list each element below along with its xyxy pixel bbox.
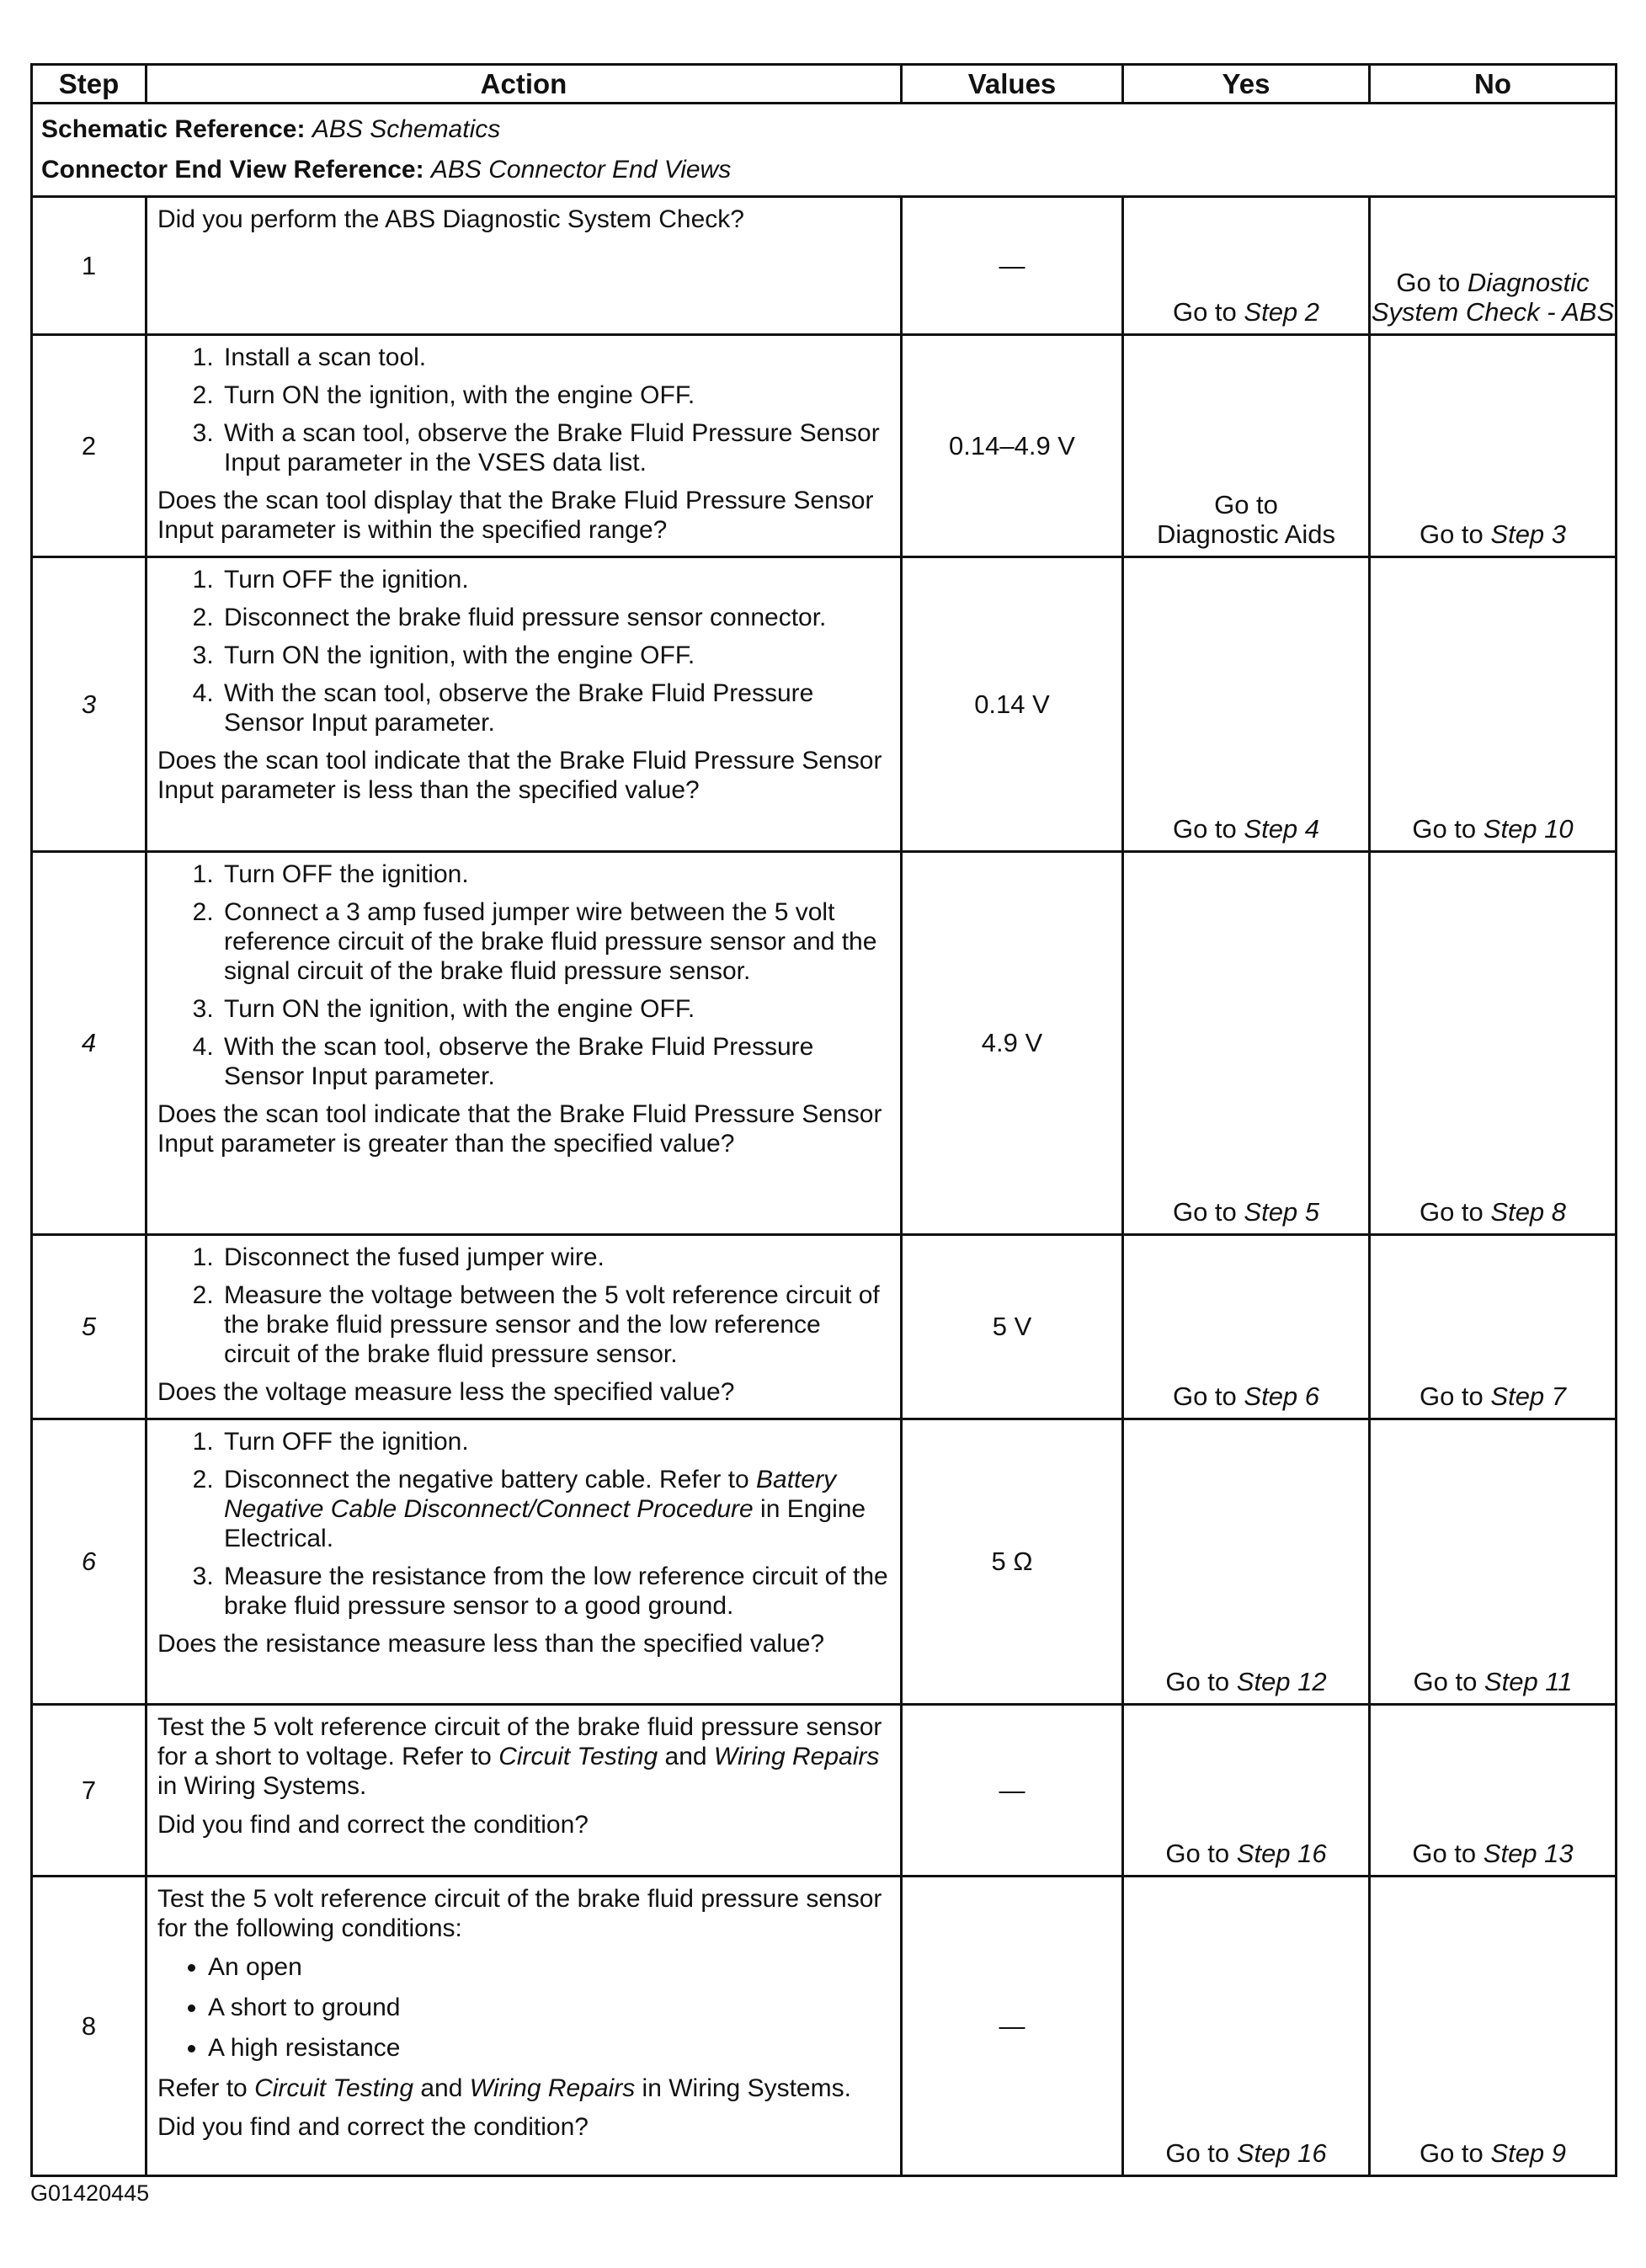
- action-cell: [146, 1705, 902, 1877]
- step-number: 3: [32, 557, 146, 852]
- connector-reference-link[interactable]: ABS Connector End Views: [430, 156, 732, 184]
- step-number: 1: [32, 197, 146, 335]
- no-prefix: Go to: [1396, 268, 1468, 297]
- action-item: 4. With the scan tool, observe the Brake Fluid Pressure Sensor Input parameter.: [221, 679, 890, 737]
- action-item: 2. Disconnect the brake fluid pressure sensor connector.: [221, 603, 890, 632]
- no-prefix: Go to: [1419, 1197, 1491, 1227]
- circuit-testing-link[interactable]: Circuit Testing: [254, 2074, 414, 2102]
- action-question: Did you find and correct the condition?: [157, 1811, 589, 1839]
- no-target-link[interactable]: Step 8: [1490, 1197, 1567, 1227]
- action-item: 3. Turn ON the ignition, with the engine OFF.: [221, 994, 890, 1024]
- table-row-step-5: [32, 1235, 1617, 1419]
- yes-target-link[interactable]: Step 2: [1244, 297, 1320, 327]
- no-prefix: Go to: [1419, 1382, 1491, 1411]
- schematic-reference-link[interactable]: ABS Schematics: [312, 115, 501, 143]
- no-cell[interactable]: [1370, 1419, 1617, 1705]
- yes-prefix: Go to: [1172, 1197, 1244, 1227]
- action-item-text: Disconnect the negative battery cable. Refer to: [224, 1466, 757, 1493]
- action-question: Does the resistance measure less than the specified value?: [157, 1630, 825, 1658]
- no-target-link[interactable]: Diagnostic System Check - ABS: [1371, 268, 1615, 327]
- no-cell[interactable]: [1370, 197, 1617, 335]
- action-text-part: in Wiring Systems.: [157, 1772, 367, 1800]
- no-prefix: Go to: [1412, 814, 1484, 844]
- no-target-link[interactable]: Step 3: [1490, 519, 1567, 549]
- yes-target-link[interactable]: Step 4: [1244, 814, 1320, 844]
- yes-cell[interactable]: [1123, 1419, 1370, 1705]
- table-row-step-4: [32, 852, 1617, 1235]
- yes-target-link[interactable]: Step 16: [1236, 1839, 1327, 1868]
- value-cell: —: [902, 1877, 1123, 2176]
- yes-target-link[interactable]: Step 6: [1244, 1382, 1320, 1411]
- table-row-step-6: [32, 1419, 1617, 1705]
- action-steps: [157, 565, 890, 737]
- action-cell: [146, 1235, 902, 1419]
- value-cell: —: [902, 197, 1123, 335]
- connector-reference: [41, 150, 1606, 190]
- action-item: 1. Turn OFF the ignition.: [221, 860, 890, 889]
- yes-prefix: Go to: [1165, 1667, 1237, 1696]
- yes-cell[interactable]: [1123, 1877, 1370, 2176]
- value-cell: 0.14–4.9 V: [902, 335, 1123, 557]
- circuit-testing-link[interactable]: Circuit Testing: [498, 1743, 658, 1770]
- action-steps: [157, 860, 890, 1091]
- action-cell: [146, 197, 902, 335]
- action-text: Test the 5 volt reference circuit of the brake fluid pressure sensor for the following conditions:: [157, 1885, 882, 1942]
- step-number: 8: [32, 1877, 146, 2176]
- yes-prefix: Go to: [1165, 1839, 1237, 1868]
- yes-prefix: Go to: [1172, 297, 1244, 327]
- action-item: 1. Install a scan tool.: [221, 343, 890, 372]
- action-text: [157, 1712, 890, 1801]
- yes-target-link[interactable]: Step 12: [1236, 1667, 1327, 1696]
- list-item: • An open: [208, 1952, 890, 1982]
- yes-cell[interactable]: [1123, 335, 1370, 557]
- action-text-part: and: [413, 2074, 470, 2102]
- action-item-text: in Engine Electrical.: [224, 1495, 866, 1552]
- no-target-link[interactable]: Step 9: [1490, 2138, 1567, 2168]
- no-target-link[interactable]: Step 7: [1490, 1382, 1567, 1411]
- action-text-part: Refer to: [157, 2074, 255, 2102]
- action-item: 3. With a scan tool, observe the Brake Fluid Pressure Sensor Input parameter in the VSES data list.: [221, 418, 890, 477]
- action-item: 1. Disconnect the fused jumper wire.: [221, 1243, 890, 1272]
- yes-cell[interactable]: [1123, 1235, 1370, 1419]
- no-target-link[interactable]: Step 13: [1483, 1839, 1574, 1868]
- action-item: 2. Connect a 3 amp fused jumper wire between the 5 volt reference circuit of the brake fluid pressure sensor and the signal circuit of the brake fluid pressure sensor.: [221, 897, 890, 986]
- figure-code: G01420445: [30, 2180, 150, 2206]
- value-cell: 4.9 V: [902, 852, 1123, 1235]
- value-cell: 0.14 V: [902, 557, 1123, 852]
- connector-reference-label: Connector End View Reference:: [41, 156, 424, 184]
- action-question: Does the scan tool indicate that the Brake Fluid Pressure Sensor Input parameter is less than the specified value?: [157, 747, 882, 804]
- header-row: [32, 65, 1617, 104]
- action-cell: [146, 1419, 902, 1705]
- action-item: 4. With the scan tool, observe the Brake Fluid Pressure Sensor Input parameter.: [221, 1032, 890, 1091]
- no-prefix: Go to: [1419, 519, 1491, 549]
- no-prefix: Go to: [1412, 1839, 1484, 1868]
- wiring-repairs-link[interactable]: Wiring Repairs: [713, 1743, 880, 1770]
- action-item: 2. Turn ON the ignition, with the engine OFF.: [221, 381, 890, 410]
- reference-cell: [32, 104, 1617, 197]
- step-number: 4: [32, 852, 146, 1235]
- no-cell[interactable]: [1370, 557, 1617, 852]
- yes-prefix: Go to: [1172, 814, 1244, 844]
- action-steps: [157, 343, 890, 477]
- yes-target-link[interactable]: Diagnostic Aids: [1157, 519, 1335, 549]
- step-number: 5: [32, 1235, 146, 1419]
- action-question: Does the scan tool indicate that the Brake Fluid Pressure Sensor Input parameter is greater than the specified value?: [157, 1100, 882, 1158]
- action-steps: [157, 1427, 890, 1621]
- yes-cell[interactable]: [1123, 1705, 1370, 1877]
- list-item: • A high resistance: [208, 2033, 890, 2063]
- step-number: 7: [32, 1705, 146, 1877]
- action-item: 1. Turn OFF the ignition.: [221, 1427, 890, 1456]
- yes-prefix: Go to: [1214, 490, 1278, 519]
- yes-cell[interactable]: [1123, 557, 1370, 852]
- step-number: 2: [32, 335, 146, 557]
- header-yes: Yes: [1123, 65, 1370, 104]
- table-row-step-7: [32, 1705, 1617, 1877]
- yes-target-link[interactable]: Step 16: [1236, 2138, 1327, 2168]
- value-cell: —: [902, 1705, 1123, 1877]
- action-cell: [146, 1877, 902, 2176]
- table-row-step-8: [32, 1877, 1617, 2176]
- action-item: 3. Turn ON the ignition, with the engine OFF.: [221, 641, 890, 670]
- action-item: 3. Measure the resistance from the low reference circuit of the brake fluid pressure sensor to a good ground.: [221, 1562, 890, 1621]
- header-no: No: [1370, 65, 1617, 104]
- schematic-reference-label: Schematic Reference:: [41, 115, 306, 143]
- action-item: 1. Turn OFF the ignition.: [221, 565, 890, 594]
- action-item: 2. Measure the voltage between the 5 volt reference circuit of the brake fluid pressure sensor and the low reference circuit of the brake fluid pressure sensor.: [221, 1280, 890, 1369]
- action-question: Does the scan tool display that the Brake Fluid Pressure Sensor Input parameter is within the specified range?: [157, 487, 874, 544]
- action-question: Did you find and correct the condition?: [157, 2113, 589, 2141]
- no-cell[interactable]: [1370, 1235, 1617, 1419]
- action-question: Did you perform the ABS Diagnostic System Check?: [157, 205, 744, 233]
- yes-prefix: Go to: [1172, 1382, 1244, 1411]
- reference-row: [32, 104, 1617, 197]
- header-action: Action: [146, 65, 902, 104]
- action-text-part: in Wiring Systems.: [635, 2074, 851, 2102]
- table-row-step-1: [32, 197, 1617, 335]
- header-values: Values: [902, 65, 1123, 104]
- step-number: 6: [32, 1419, 146, 1705]
- action-item: [221, 1465, 890, 1553]
- value-cell: 5 V: [902, 1235, 1123, 1419]
- schematic-reference: [41, 109, 1606, 150]
- action-text-part: Test the 5 volt reference circuit of the brake fluid pressure sensor for a short to voltage. Refer to: [157, 1713, 882, 1770]
- header-step: Step: [32, 65, 146, 104]
- action-question: Does the voltage measure less the specified value?: [157, 1378, 735, 1406]
- no-cell[interactable]: [1370, 335, 1617, 557]
- yes-prefix: Go to: [1165, 2138, 1237, 2168]
- no-cell[interactable]: [1370, 1705, 1617, 1877]
- action-cell: [146, 557, 902, 852]
- wiring-repairs-link[interactable]: Wiring Repairs: [469, 2074, 636, 2102]
- table-row-step-3: [32, 557, 1617, 852]
- battery-cable-procedure-link[interactable]: Battery Negative Cable Disconnect/Connect Procedure: [224, 1466, 837, 1523]
- no-prefix: Go to: [1419, 2138, 1491, 2168]
- action-text-part: and: [658, 1743, 714, 1770]
- no-cell[interactable]: [1370, 1877, 1617, 2176]
- no-target-link[interactable]: Step 11: [1484, 1667, 1573, 1696]
- diagnostic-table: [30, 63, 1617, 2177]
- yes-cell[interactable]: [1123, 197, 1370, 335]
- action-steps: [157, 1243, 890, 1369]
- yes-target-link[interactable]: Step 5: [1244, 1197, 1320, 1227]
- action-cell: [146, 335, 902, 557]
- list-item: • A short to ground: [208, 1993, 890, 2022]
- action-cell: [146, 852, 902, 1235]
- yes-cell[interactable]: [1123, 852, 1370, 1235]
- condition-list: [157, 1952, 890, 2063]
- no-prefix: Go to: [1413, 1667, 1484, 1696]
- no-cell[interactable]: [1370, 852, 1617, 1235]
- no-target-link[interactable]: Step 10: [1483, 814, 1574, 844]
- value-cell: 5 Ω: [902, 1419, 1123, 1705]
- action-text: [157, 2074, 890, 2103]
- table-row-step-2: [32, 335, 1617, 557]
